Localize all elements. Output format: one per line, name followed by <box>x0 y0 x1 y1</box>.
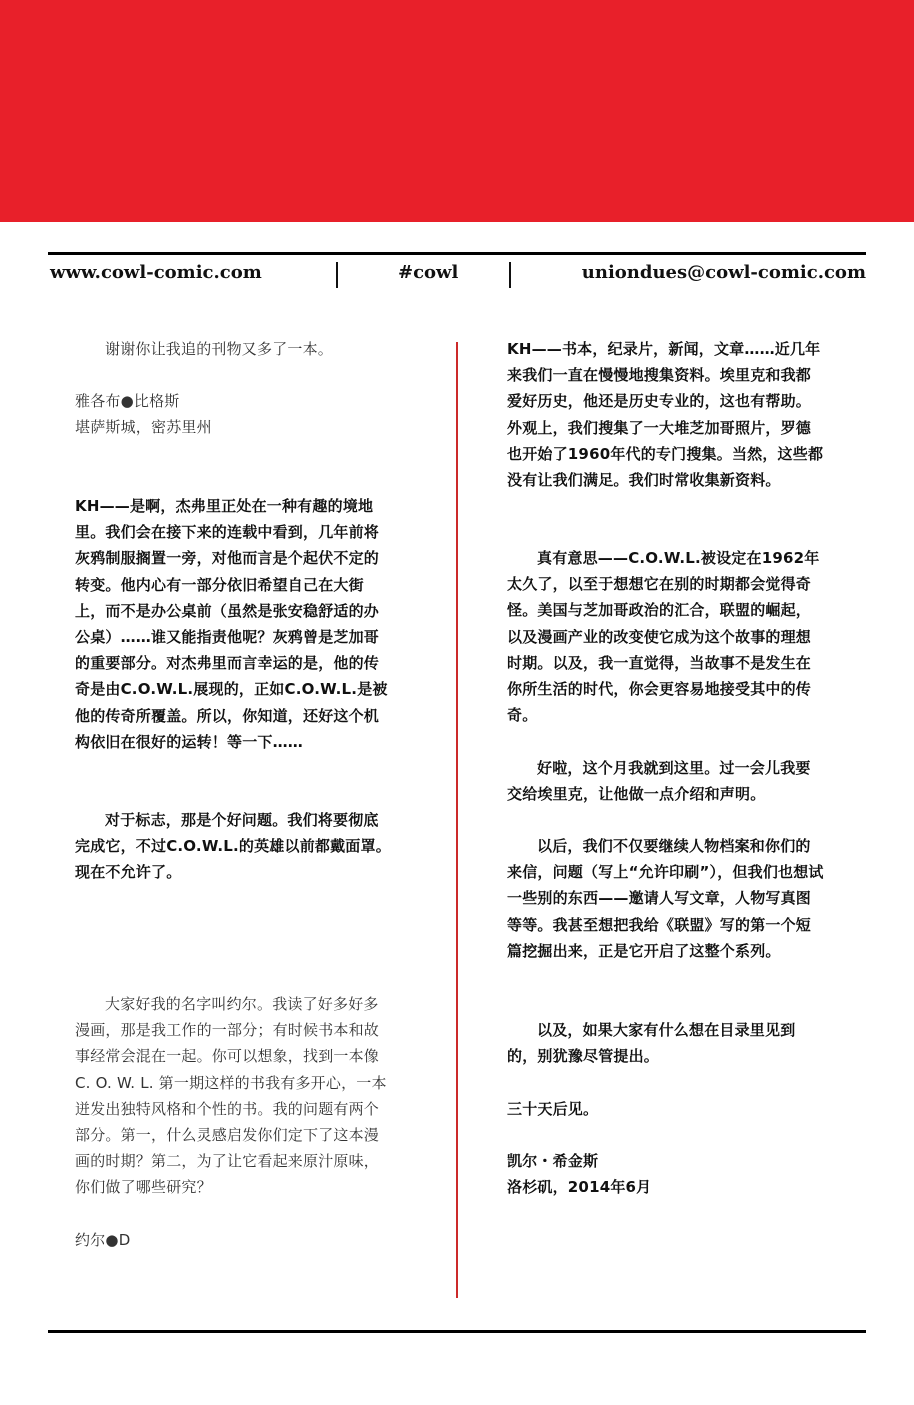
signature-name: 凯尔・希金斯 <box>507 1152 599 1170</box>
letter1-place: 堪萨斯城，密苏里州 <box>75 418 212 437</box>
right-paragraph-5: 以及，如果大家有什么想在目录里见到的，别犹豫尽管提出。 <box>507 1021 796 1066</box>
letter2-name: 约尔●D <box>75 1231 131 1249</box>
right-paragraph-3: 好啦，这个月我就到这里。过一会儿我要交给埃里克，让他做一点介绍和声明。 <box>507 759 811 804</box>
website-link[interactable]: www.cowl-comic.com <box>50 262 262 283</box>
right-paragraph-1-block <box>507 336 825 493</box>
header-bar <box>48 262 866 290</box>
letter2-block <box>75 991 393 1201</box>
reply1-paragraph-2: 对于标志，那是个好问题。我们将要彻底完成它，不过C.O.W.L.的英雄以前都戴面罩。现在不允许了。 <box>75 811 391 882</box>
hashtag: #cowl <box>398 262 459 283</box>
letter2-signature <box>75 1227 393 1253</box>
email-link[interactable]: uniondues@cowl-comic.com <box>581 262 866 283</box>
right-paragraph-2-block <box>507 545 825 728</box>
header-top-rule <box>48 252 866 255</box>
signature-block <box>507 1148 825 1200</box>
right-paragraph-6: 三十天后见。 <box>507 1100 599 1118</box>
header-separator <box>509 262 511 288</box>
footer-rule <box>48 1330 866 1333</box>
right-paragraph-6-block <box>507 1096 825 1122</box>
letter1-signature <box>75 388 393 440</box>
red-banner <box>0 0 914 222</box>
right-paragraph-3-block <box>507 755 825 807</box>
letter1-name: 雅各布●比格斯 <box>75 392 180 410</box>
header-separator <box>336 262 338 288</box>
column-divider <box>456 342 458 1298</box>
letter2-body: 大家好我的名字叫约尔。我读了好多好多漫画，那是我工作的一部分；有时候书本和故事经常会混在一起。你可以想象，找到一本像C. O. W. L. 第一期这样的书我有多开心，一本迸发出独特风格和个性的书。我的问题有两个部分。第一，什么灵感启发你们定下了这本漫画的时期？第二，为了让它看起来原汁原味，你们做了哪些研究？ <box>75 995 387 1197</box>
right-paragraph-5-block <box>507 1017 825 1069</box>
right-paragraph-2: 真有意思——C.O.W.L.被设定在1962年太久了，以至于想想它在别的时期都会觉得奇怪。美国与芝加哥政治的汇合，联盟的崛起，以及漫画产业的改变使它成为这个故事的理想时期。以及，我一直觉得，当故事不是发生在你所生活的时代，你会更容易地接受其中的传奇。 <box>507 549 820 725</box>
right-paragraph-4-block <box>507 833 825 964</box>
reply1-block <box>75 493 393 755</box>
letter1-body: 谢谢你让我追的刊物又多了一本。 <box>105 340 334 358</box>
letter1-block <box>75 336 393 362</box>
right-paragraph-4: 以后，我们不仅要继续人物档案和你们的来信，问题（写上“允许印刷”），但我们也想试一些别的东西——邀请人写文章，人物写真图等等。我甚至想把我给《联盟》写的第一个短篇挖掘出来，正是它开启了这整个系列。 <box>507 837 824 960</box>
reply1-paragraph-1: KH——是啊，杰弗里正处在一种有趣的境地里。我们会在接下来的连载中看到，几年前将灰鸦制服搁置一旁，对他而言是个起伏不定的转变。他内心有一部分依旧希望自己在大街上，而不是办公桌前（虽然是张安稳舒适的办公桌）……谁又能指责他呢？灰鸦曾是芝加哥的重要部分。对杰弗里而言幸运的是，他的传奇是由C.O.W.L.展现的，正如C.O.W.L.是被他的传奇所覆盖。所以，你知道，还好这个机构依旧在很好的运转！等一下…… <box>75 497 388 751</box>
right-paragraph-1: KH——书本，纪录片，新闻，文章……近几年来我们一直在慢慢地搜集资料。埃里克和我都爱好历史，他还是历史专业的，这也有帮助。外观上，我们搜集了一大堆芝加哥照片，罗德也开始了1960年代的专门搜集。当然，这些都没有让我们满足。我们时常收集新资料。 <box>507 340 824 490</box>
signature-place: 洛杉矶，2014年6月 <box>507 1178 652 1197</box>
reply1-block-2 <box>75 807 393 886</box>
